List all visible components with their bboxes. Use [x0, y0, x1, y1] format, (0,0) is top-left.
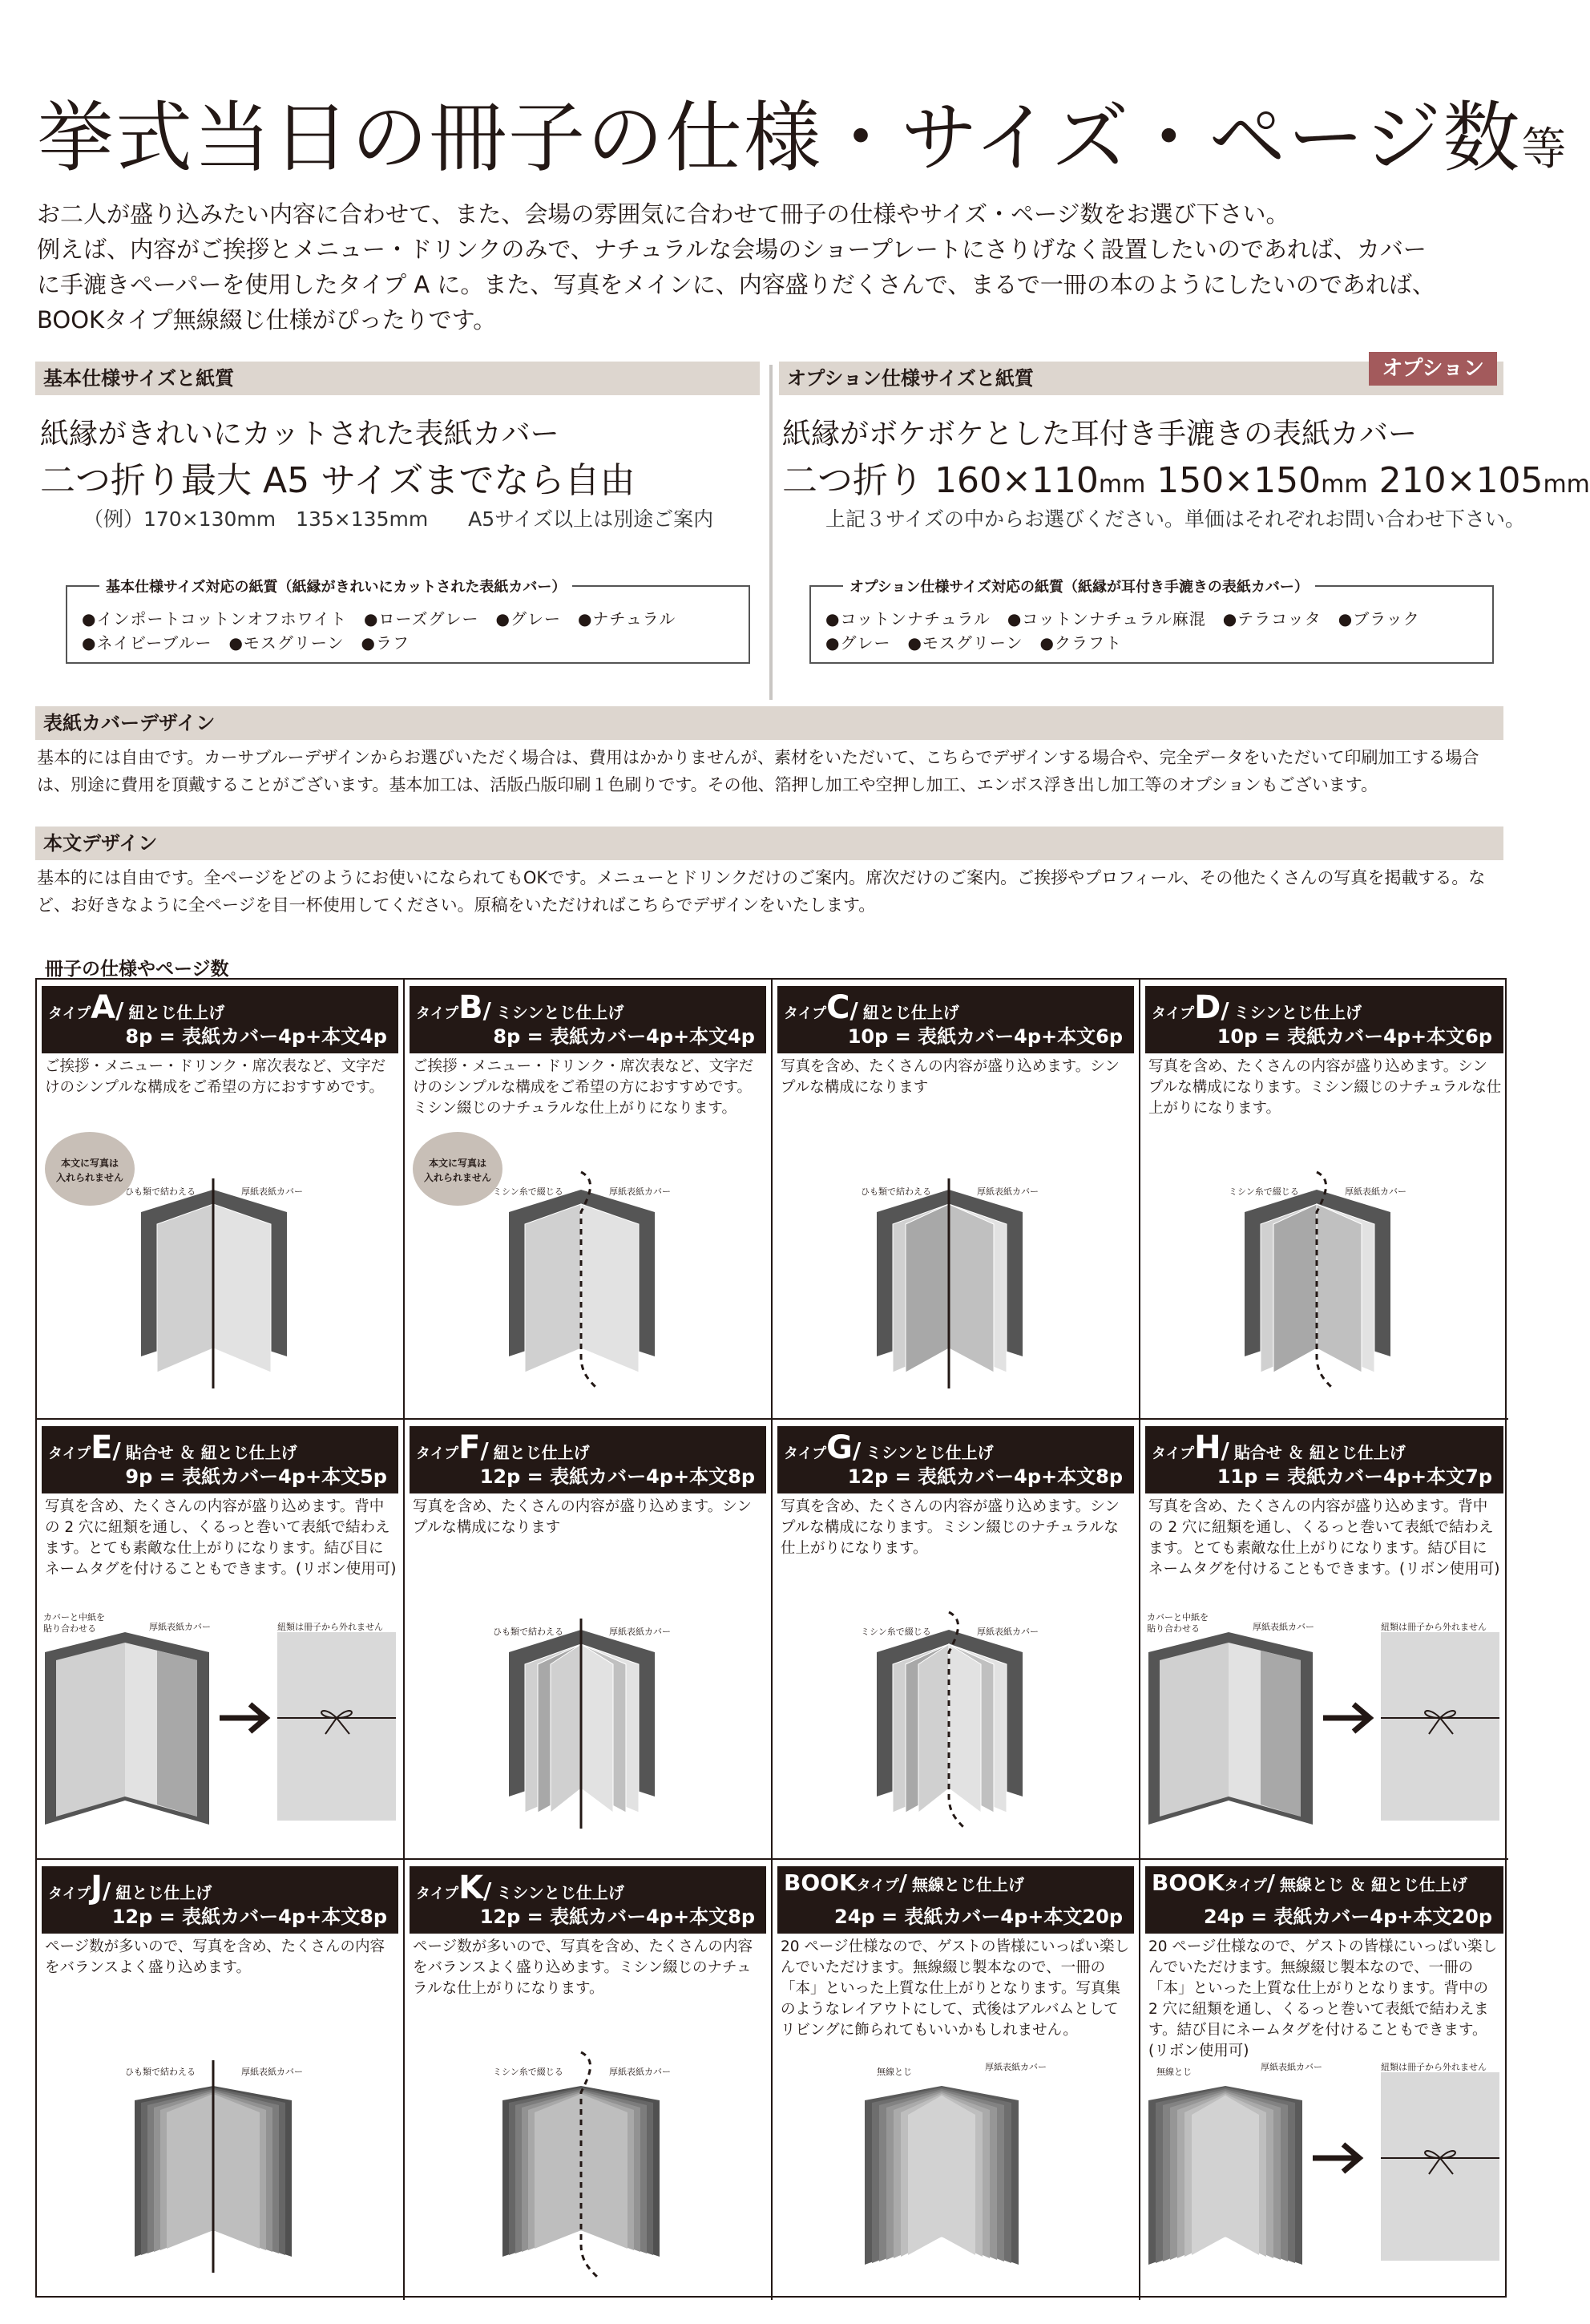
type-finish: 貼合せ ＆ 紐とじ仕上げ	[1233, 1443, 1406, 1462]
type-prefix: タイプ	[784, 1005, 827, 1022]
type-slash: /	[103, 1877, 111, 1904]
no-photo-badge	[45, 1132, 135, 1206]
basic-line2: 二つ折り最大 A5 サイズまでなら自由	[40, 460, 636, 501]
type-spec: 12p = 表紙カバー4p+本文8p	[479, 1906, 755, 1928]
type-key: BOOK	[784, 1869, 857, 1896]
page-leaf	[581, 2094, 628, 2249]
option-note: 上記３サイズの中からお選びください。単価はそれぞれお問い合わせ下さい。	[825, 507, 1526, 531]
type-description: 写真を含め、たくさんの内容が盛り込めます。シンプルな構成になります	[781, 1058, 1120, 1096]
type-prefix: タイプ	[416, 1445, 459, 1462]
page-leaf	[1317, 1204, 1362, 1372]
tied-cover	[1381, 1632, 1499, 1821]
binding-illustration	[1140, 980, 1508, 1420]
type-card-a	[37, 980, 405, 1420]
type-card-book2	[1140, 1860, 1508, 2300]
page-leaf	[157, 1651, 197, 1817]
illus-label: ひも類で結わえる	[125, 2067, 196, 2077]
binding-illustration	[37, 1860, 405, 2300]
type-finish: 紐とじ仕上げ	[115, 1883, 212, 1902]
type-spec: 12p = 表紙カバー4p+本文8p	[847, 1465, 1123, 1488]
type-card-h	[1140, 1420, 1508, 1860]
type-finish: ミシンとじ仕上げ	[1233, 1003, 1362, 1022]
type-description: 写真を含め、たくさんの内容が盛り込めます。背中の 2 穴に紐類を通し、くるっと巻いて表紙で結わえます。とても素敵な仕上がりになります。結び目にネームタグを付けることもできます。(リボン使用可)	[1148, 1498, 1500, 1578]
page-leaf	[1225, 2096, 1259, 2255]
page-leaf	[949, 1644, 981, 1813]
page-leaf	[551, 1644, 581, 1813]
no-photo-badge-text: 本文に写真は	[428, 1158, 487, 1169]
type-description: ページ数が多いので、写真を含め、たくさんの内容をバランスよく盛り込めます。	[45, 1938, 385, 1976]
type-prefix: タイプ	[1152, 1445, 1195, 1462]
type-description: ご挨拶・メニュー・ドリンク・席次表など、文字だけのシンプルな構成をご希望の方におすすめです。	[45, 1058, 386, 1096]
type-prefix: タイプ	[48, 1445, 91, 1462]
option-line2: 二つ折り 160×110mm 150×150mm 210×105mm	[782, 460, 1590, 501]
type-key: BOOK	[1152, 1869, 1225, 1896]
intro-text	[37, 196, 1507, 337]
page-leaf	[918, 1644, 949, 1813]
type-card-c	[773, 980, 1140, 1420]
illus-label: 貼り合わせる	[1147, 1623, 1200, 1634]
type-prefix: タイプ	[1152, 1005, 1195, 1022]
type-card-f	[405, 1420, 773, 1860]
tied-cover	[277, 1632, 396, 1821]
illus-label: ひも類で結わえる	[125, 1186, 196, 1197]
type-finish: 無線とじ仕上げ	[912, 1875, 1024, 1894]
illus-label: 厚紙表紙カバー	[977, 1627, 1039, 1637]
type-spec: 8p = 表紙カバー4p+本文4p	[493, 1025, 755, 1048]
option-spec-bar	[779, 357, 1503, 395]
type-description: 写真を含め、たくさんの内容が盛り込めます。背中の 2 穴に紐類を通し、くるっと巻いて表紙で結わえます。とても素敵な仕上がりになります。結び目にネームタグを付けることもできます。(リボン使用可)	[45, 1498, 397, 1578]
body-design-bar: 本文デザイン	[35, 827, 1503, 860]
intro-line: に手漉きペーパーを使用したタイプ A に。また、写真をメインに、内容盛りだくさんで、まるで一冊の本のようにしたいのであれば、	[37, 271, 1435, 298]
basic-example: （例）170×130mm 135×135mm A5サイズ以上は別途ご案内	[83, 507, 714, 531]
binding-illustration	[1140, 1420, 1508, 1860]
page-leaf	[525, 1204, 581, 1372]
type-finish: ミシンとじ仕上げ	[496, 1883, 624, 1902]
binding-illustration	[773, 1860, 1140, 2300]
illus-label: ミシン糸で綴じる	[861, 1627, 931, 1637]
intro-line: お二人が盛り込みたい内容に合わせて、また、会場の雰囲気に合わせて冊子の仕様やサイズ・ページ数をお選び下さい。	[37, 200, 1289, 228]
binding-illustration	[405, 980, 773, 1420]
column-divider	[769, 365, 773, 700]
page-leaf	[581, 1204, 639, 1372]
cover-design-bar: 表紙カバーデザイン	[35, 706, 1503, 740]
type-prefix: タイプ	[856, 1877, 899, 1894]
type-prefix: タイプ	[416, 1885, 459, 1902]
type-key: H	[1194, 1429, 1221, 1466]
page-leaf	[1160, 1643, 1229, 1817]
option-spec-bar-label: オプション仕様サイズと紙質	[787, 367, 1034, 390]
basic-line1: 紙縁がきれいにカットされた表紙カバー	[40, 418, 559, 451]
type-spec: 24p = 表紙カバー4p+本文20p	[1204, 1906, 1492, 1928]
page-title-suffix: 等	[1521, 123, 1568, 176]
type-spec: 10p = 表紙カバー4p+本文6p	[847, 1025, 1123, 1048]
basic-paper-box	[66, 579, 750, 664]
type-finish: 紐とじ仕上げ	[862, 1003, 959, 1022]
page-leaf	[167, 2094, 213, 2249]
cover-design-text: 基本的には自由です。カーサブルーデザインからお選びいただく場合は、費用はかかりませんが、素材をいただいて、こちらでデザインする場合や、完全データをいただいて印刷加工する場合は、別途に費用を頂戴することがございます。基本加工は、活版凸版印刷１色刷りです。その他、箔押し加工や空押し加工、エンボス浮き出し加工等のオプションもございます。	[37, 748, 1479, 794]
option-paper-title: オプション仕様サイズ対応の紙質（紙縁が耳付き手漉きの表紙カバー）	[843, 576, 1315, 596]
no-photo-badge-text: 入れられません	[55, 1172, 124, 1183]
type-finish: ミシンとじ仕上げ	[495, 1003, 624, 1022]
type-description: 20 ページ仕様なので、ゲストの皆様にいっぱい楽しんでいただけます。無線綴じ製本なので、一冊の「本」といった上質な仕上がりとなります。写真集のようなレイアウトにして、式後はアルバムとしてリビングに飾られてもいいかもしれません。	[781, 1938, 1129, 2039]
tied-cover	[1381, 2072, 1499, 2261]
page-leaf	[942, 2096, 975, 2255]
illus-label: 紐類は冊子から外れません	[1381, 1622, 1487, 1632]
type-slash: /	[1221, 997, 1229, 1024]
page-leaf	[213, 1204, 271, 1372]
type-slash: /	[482, 997, 491, 1024]
type-description: ご挨拶・メニュー・ドリンク・席次表など、文字だけのシンプルな構成をご希望の方におすすめです。ミシン綴じのナチュラルな仕上がりになります。	[413, 1058, 754, 1117]
type-key: C	[826, 989, 850, 1026]
illus-label: 無線とじ	[877, 2067, 912, 2077]
illus-label: 厚紙表紙カバー	[1253, 1622, 1314, 1632]
type-spec: 12p = 表紙カバー4p+本文8p	[479, 1465, 755, 1488]
option-line1: 紙縁がボケボケとした耳付き手漉きの表紙カバー	[782, 418, 1418, 451]
page-leaf	[213, 2094, 260, 2249]
illus-label: 厚紙表紙カバー	[1345, 1186, 1406, 1197]
illus-label: 厚紙表紙カバー	[149, 1622, 211, 1632]
type-prefix: タイプ	[416, 1005, 459, 1022]
page-title: 挙式当日の冊子の仕様・サイズ・ページ数等	[37, 93, 1568, 183]
page-leaf	[949, 1204, 994, 1372]
option-paper-box	[809, 579, 1494, 664]
illus-label: カバーと中紙を	[1147, 1612, 1209, 1623]
type-finish: 紐とじ仕上げ	[128, 1003, 225, 1022]
type-spec: 24p = 表紙カバー4p+本文20p	[834, 1906, 1123, 1928]
type-key: D	[1194, 989, 1221, 1026]
type-prefix: タイプ	[48, 1005, 91, 1022]
type-card-b	[405, 980, 773, 1420]
illus-label: カバーと中紙を	[43, 1612, 105, 1623]
type-slash: /	[1221, 1437, 1229, 1464]
type-prefix: タイプ	[48, 1885, 91, 1902]
body-design-text: 基本的には自由です。全ページをどのようにお使いになられてもOKです。メニューとドリンクだけのご案内。席次だけのご案内。ご挨拶やプロフィール、その他たくさんの写真を掲載する。など、お好きなように全ページを目一杯使用してください。原稿をいただければこちらでデザインをいたします。	[37, 868, 1486, 915]
type-card-book1	[773, 1860, 1140, 2300]
type-slash: /	[115, 997, 124, 1024]
page-leaf	[56, 1643, 125, 1817]
illus-label: 厚紙表紙カバー	[241, 2067, 303, 2077]
type-slash: /	[483, 1877, 492, 1904]
page-leaf	[1192, 2096, 1225, 2255]
illus-label: ひも類で結わえる	[493, 1627, 563, 1637]
type-card-g	[773, 1420, 1140, 1860]
binding-illustration	[773, 1420, 1140, 1860]
type-key: J	[91, 1869, 103, 1906]
page-leaf	[535, 2094, 581, 2249]
type-slash: /	[898, 1869, 907, 1896]
type-key: G	[826, 1429, 853, 1466]
binding-illustration	[773, 980, 1140, 1420]
grid-title: 冊子の仕様やページ数	[45, 959, 229, 980]
basic-spec-bar: 基本仕様サイズと紙質	[35, 362, 760, 395]
illus-label: 厚紙表紙カバー	[241, 1186, 303, 1197]
type-spec: 8p = 表紙カバー4p+本文4p	[125, 1025, 387, 1048]
binding-illustration	[405, 1860, 773, 2300]
type-key: B	[458, 989, 483, 1026]
illus-label: ミシン糸で綴じる	[493, 1186, 563, 1197]
type-grid	[35, 978, 1507, 2298]
type-slash: /	[480, 1437, 489, 1464]
type-finish: 紐とじ仕上げ	[493, 1443, 590, 1462]
type-slash: /	[112, 1437, 121, 1464]
type-key: K	[458, 1869, 484, 1906]
illus-label: 紐類は冊子から外れません	[1381, 2062, 1487, 2072]
binding-illustration	[37, 980, 405, 1420]
basic-paper-row: ●ネイビーブルー ●モスグリーン ●ラフ	[82, 633, 410, 653]
type-card-e	[37, 1420, 405, 1860]
illus-label: 厚紙表紙カバー	[609, 1627, 671, 1637]
illus-label: 厚紙表紙カバー	[609, 1186, 671, 1197]
illus-label: ミシン糸で綴じる	[493, 2067, 563, 2077]
type-spec: 11p = 表紙カバー4p+本文7p	[1217, 1465, 1492, 1488]
intro-line: 例えば、内容がご挨拶とメニュー・ドリンクのみで、ナチュラルな会場のショープレートにさりげなく設置したいのであれば、カバー	[37, 236, 1427, 263]
basic-paper-title: 基本仕様サイズ対応の紙質（紙縁がきれいにカットされた表紙カバー）	[99, 576, 572, 596]
option-badge: オプション	[1369, 352, 1497, 386]
illus-label: 厚紙表紙カバー	[1261, 2062, 1322, 2072]
type-slash: /	[852, 1437, 862, 1464]
type-finish: 貼合せ ＆ 紐とじ仕上げ	[125, 1443, 297, 1462]
intro-line: BOOKタイプ無線綴じ仕様がぴったりです。	[37, 306, 497, 333]
page-leaf	[581, 1644, 613, 1813]
type-finish: 無線とじ ＆ 紐とじ仕上げ	[1280, 1875, 1467, 1894]
no-photo-badge	[413, 1132, 502, 1206]
page-leaf	[1273, 1204, 1317, 1372]
illus-label: 貼り合わせる	[43, 1623, 96, 1634]
page-leaf	[1261, 1651, 1301, 1817]
type-slash: /	[1266, 1869, 1275, 1896]
illus-label: 厚紙表紙カバー	[609, 2067, 671, 2077]
option-paper-row: ●コットンナチュラル ●コットンナチュラル麻混 ●テラコッタ ●ブラック	[825, 609, 1420, 628]
type-key: E	[91, 1429, 113, 1466]
no-photo-badge-text: 入れられません	[423, 1172, 492, 1183]
type-slash: /	[849, 997, 858, 1024]
type-description: ページ数が多いので、写真を含め、たくさんの内容をバランスよく盛り込めます。ミシン綴じのナチュラルな仕上がりになります。	[413, 1938, 753, 1997]
type-description: 写真を含め、たくさんの内容が盛り込めます。シンプルな構成になります。ミシン綴じのナチュラルな仕上がりになります。	[781, 1498, 1120, 1557]
illus-label: ミシン糸で綴じる	[1229, 1186, 1299, 1197]
type-prefix: タイプ	[1224, 1877, 1267, 1894]
type-spec: 9p = 表紙カバー4p+本文5p	[125, 1465, 387, 1488]
option-paper-row: ●グレー ●モスグリーン ●クラフト	[825, 633, 1122, 653]
binding-illustration	[37, 1420, 405, 1860]
type-description: 写真を含め、たくさんの内容が盛り込めます。シンプルな構成になります。ミシン綴じのナチュラルな仕上がりになります。	[1148, 1058, 1502, 1117]
type-finish: ミシンとじ仕上げ	[866, 1443, 994, 1462]
binding-illustration	[405, 1420, 773, 1860]
type-card-d	[1140, 980, 1508, 1420]
page-leaf	[908, 2096, 942, 2255]
type-card-k	[405, 1860, 773, 2300]
binding-illustration	[1140, 1860, 1508, 2300]
illus-label: 紐類は冊子から外れません	[277, 1622, 383, 1632]
basic-paper-row: ●インポートコットンオフホワイト ●ローズグレー ●グレー ●ナチュラル	[82, 609, 676, 628]
type-spec: 12p = 表紙カバー4p+本文8p	[111, 1906, 387, 1928]
illus-label: 無線とじ	[1156, 2067, 1192, 2077]
type-key: F	[458, 1429, 481, 1466]
page-leaf	[157, 1204, 213, 1372]
type-description: 20 ページ仕様なので、ゲストの皆様にいっぱい楽しんでいただけます。無線綴じ製本なので、一冊の「本」といった上質な仕上がりとなります。背中の 2 穴に紐類を通し、くるっと巻いて表紙で結わえます。結び目にネームタグを付けることもできます。(リボン使用可)	[1148, 1938, 1497, 2059]
illus-label: ひも類で結わえる	[861, 1186, 931, 1197]
no-photo-badge-text: 本文に写真は	[60, 1158, 119, 1169]
page-leaf	[906, 1204, 949, 1372]
illus-label: 厚紙表紙カバー	[985, 2062, 1047, 2072]
type-spec: 10p = 表紙カバー4p+本文6p	[1217, 1025, 1492, 1048]
type-description: 写真を含め、たくさんの内容が盛り込めます。シンプルな構成になります	[413, 1498, 752, 1536]
type-key: A	[91, 989, 116, 1026]
type-prefix: タイプ	[784, 1445, 827, 1462]
illus-label: 厚紙表紙カバー	[977, 1186, 1039, 1197]
type-card-j	[37, 1860, 405, 2300]
